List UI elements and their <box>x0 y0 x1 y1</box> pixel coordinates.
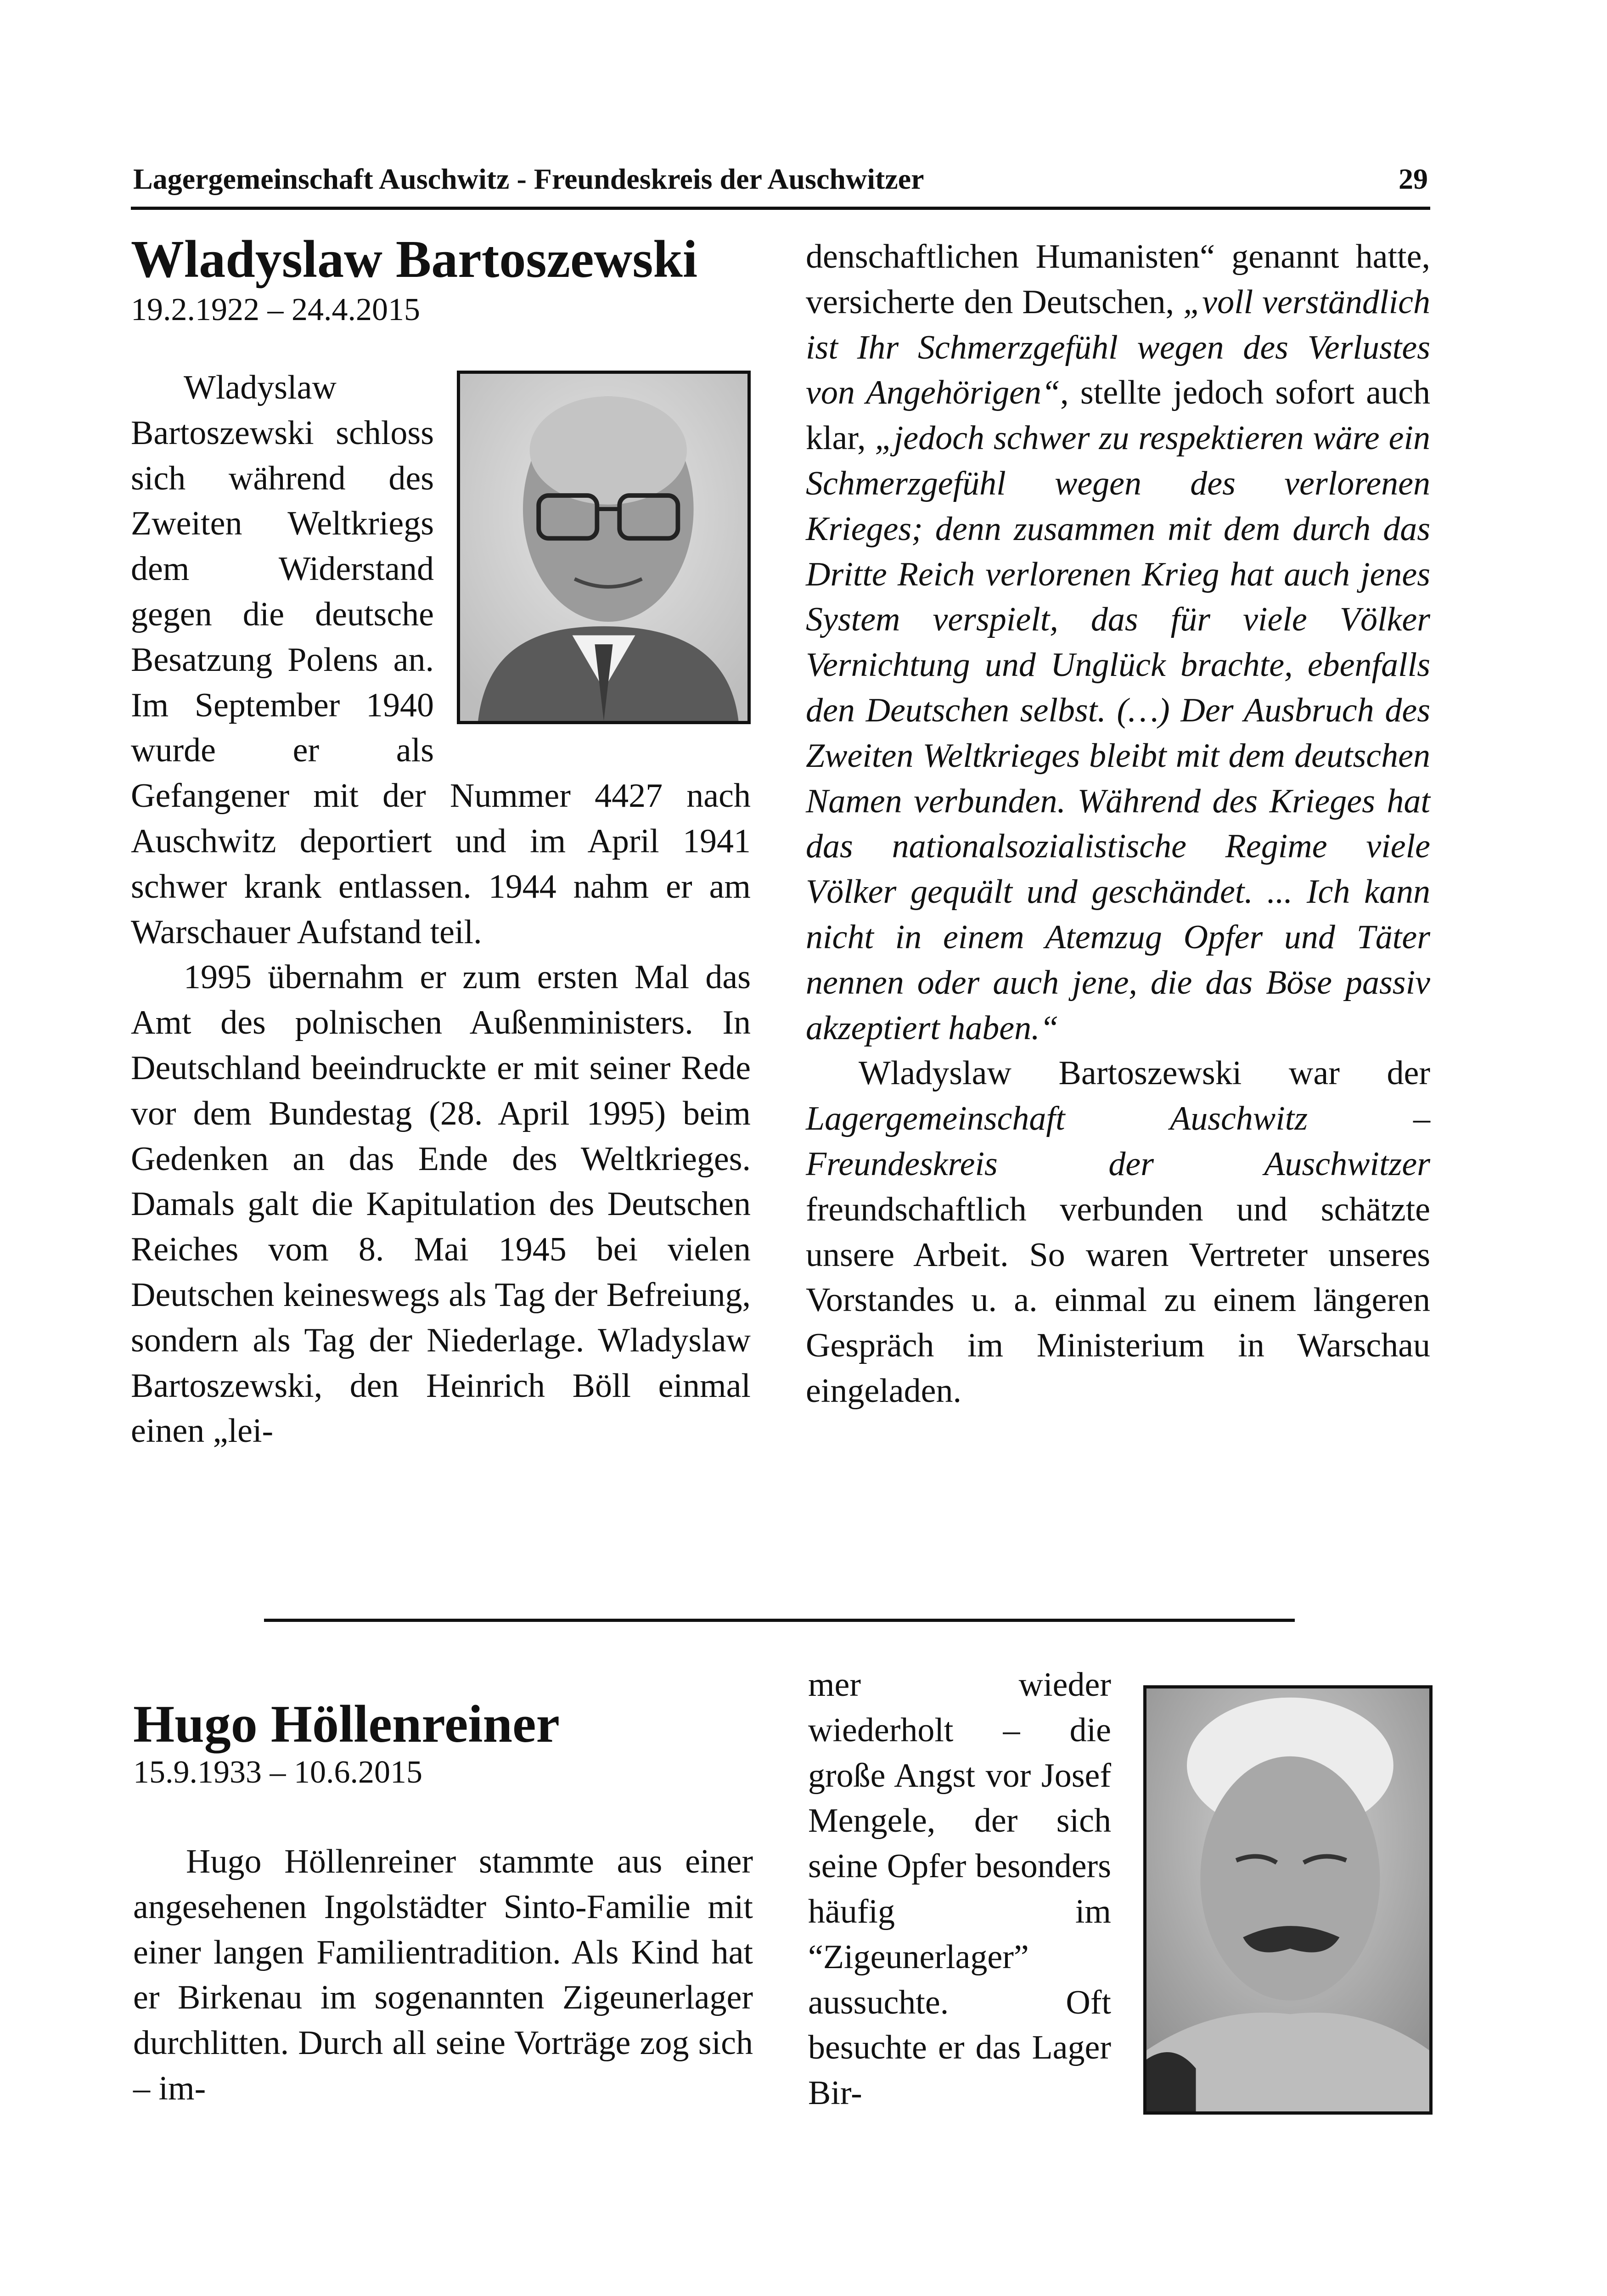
article1-closing-paragraph: Wladyslaw Bartoszewski war der Lagergemeinschaft Auschwitz – Freundeskreis der Auschwitzer freundschaftlich verbunden und schätzte unsere Arbeit. So waren Vertreter unseres Vorstandes u. a. einmal zu einem längeren Gespräch im Ministerium in Warschau eingeladen. <box>806 1054 1430 1410</box>
article2-left-column <box>133 1839 753 2111</box>
portrait-photo-hoellenreiner <box>1143 1685 1433 2115</box>
article-heading-bartoszewski: Wladyslaw Bartoszewski <box>131 230 698 289</box>
article1-paragraph1: Wladyslaw Bartoszewski schloss sich während des Zweiten Weltkriegs dem Widerstand gegen die deutsche Besatzung Polens an. Im September 1940 wurde er als Gefangener mit der Nummer 4427 nach Auschwitz deportiert und im April 1941 schwer krank entlassen. 1944 nahm er am Warschauer Aufstand teil. <box>131 369 751 951</box>
running-header-title: Lagergemeinschaft Auschwitz - Freundeskreis der Auschwitzer <box>133 163 924 195</box>
article2-continuation: mer wieder wiederholt – die große Angst vor Josef Mengele, der sich seine Opfer besonders häufig im “Zigeunerlager” aussuchte. Oft besuchte er das Lager Bir- <box>808 1666 1111 2112</box>
article1-right-column <box>806 234 1430 1414</box>
page-number: 29 <box>1399 163 1428 195</box>
section-divider <box>264 1619 1295 1622</box>
portrait-photo-bartoszewski <box>457 371 751 724</box>
header-rule <box>131 207 1430 210</box>
article-dates-bartoszewski: 19.2.1922 – 24.4.2015 <box>131 292 420 327</box>
article1-paragraph2: 1995 übernahm er zum ersten Mal das Amt des polnischen Außenministers. In Deutschland beeindruckte er mit seiner Rede vor dem Bundestag (28. April 1995) beim Gedenken an das Ende des Weltkrieges. Damals galt die Kapitulation des Deutschen Reiches vom 8. Mai 1945 bei vielen Deutschen keineswegs als Tag der Befreiung, sondern als Tag der Niederlage. Wladyslaw Bartoszewski, den Heinrich Böll einmal einen „lei- <box>131 958 751 1450</box>
article1-continuation: denschaftlichen Humanisten“ genannt hatte, versicherte den Deutschen, „voll verständlich ist Ihr Schmerzgefühl wegen des Verlustes von Angehörigen“, stellte jedoch sofort auch klar, „jedoch schwer zu respektieren wäre ein Schmerzgefühl wegen des verlorenen Krieges; denn zusammen mit dem durch das Dritte Reich verlorenen Krieg hat auch jenes System verspielt, das für viele Völker Vernichtung und Unglück brachte, ebenfalls den Deutschen selbst. (…) Der Ausbruch des Zweiten Weltkrieges bleibt mit dem deutschen Namen verbunden. Während des Krieges hat das nationalsozialistische Regime viele Völker gequält und geschändet. ... Ich kann nicht in einem Atemzug Opfer und Täter nennen oder auch jene, die das Böse passiv akzeptiert haben.“ <box>806 238 1430 1047</box>
article2-middle-column <box>808 1662 1111 2116</box>
portrait-illustration <box>1146 1688 1429 2111</box>
portrait-illustration <box>460 374 747 721</box>
article2-paragraph1: Hugo Höllenreiner stammte aus einer angesehenen Ingolstädter Sinto-Familie mit einer langen Familientradition. Als Kind hat er Birkenau im sogenannten Zigeunerlager durchlitten. Durch all seine Vorträge zog sich – im- <box>133 1843 753 2107</box>
article-dates-hoellenreiner: 15.9.1933 – 10.6.2015 <box>133 1755 422 1790</box>
article-heading-hoellenreiner: Hugo Höllenreiner <box>133 1695 560 1754</box>
article1-left-column <box>131 365 751 1454</box>
